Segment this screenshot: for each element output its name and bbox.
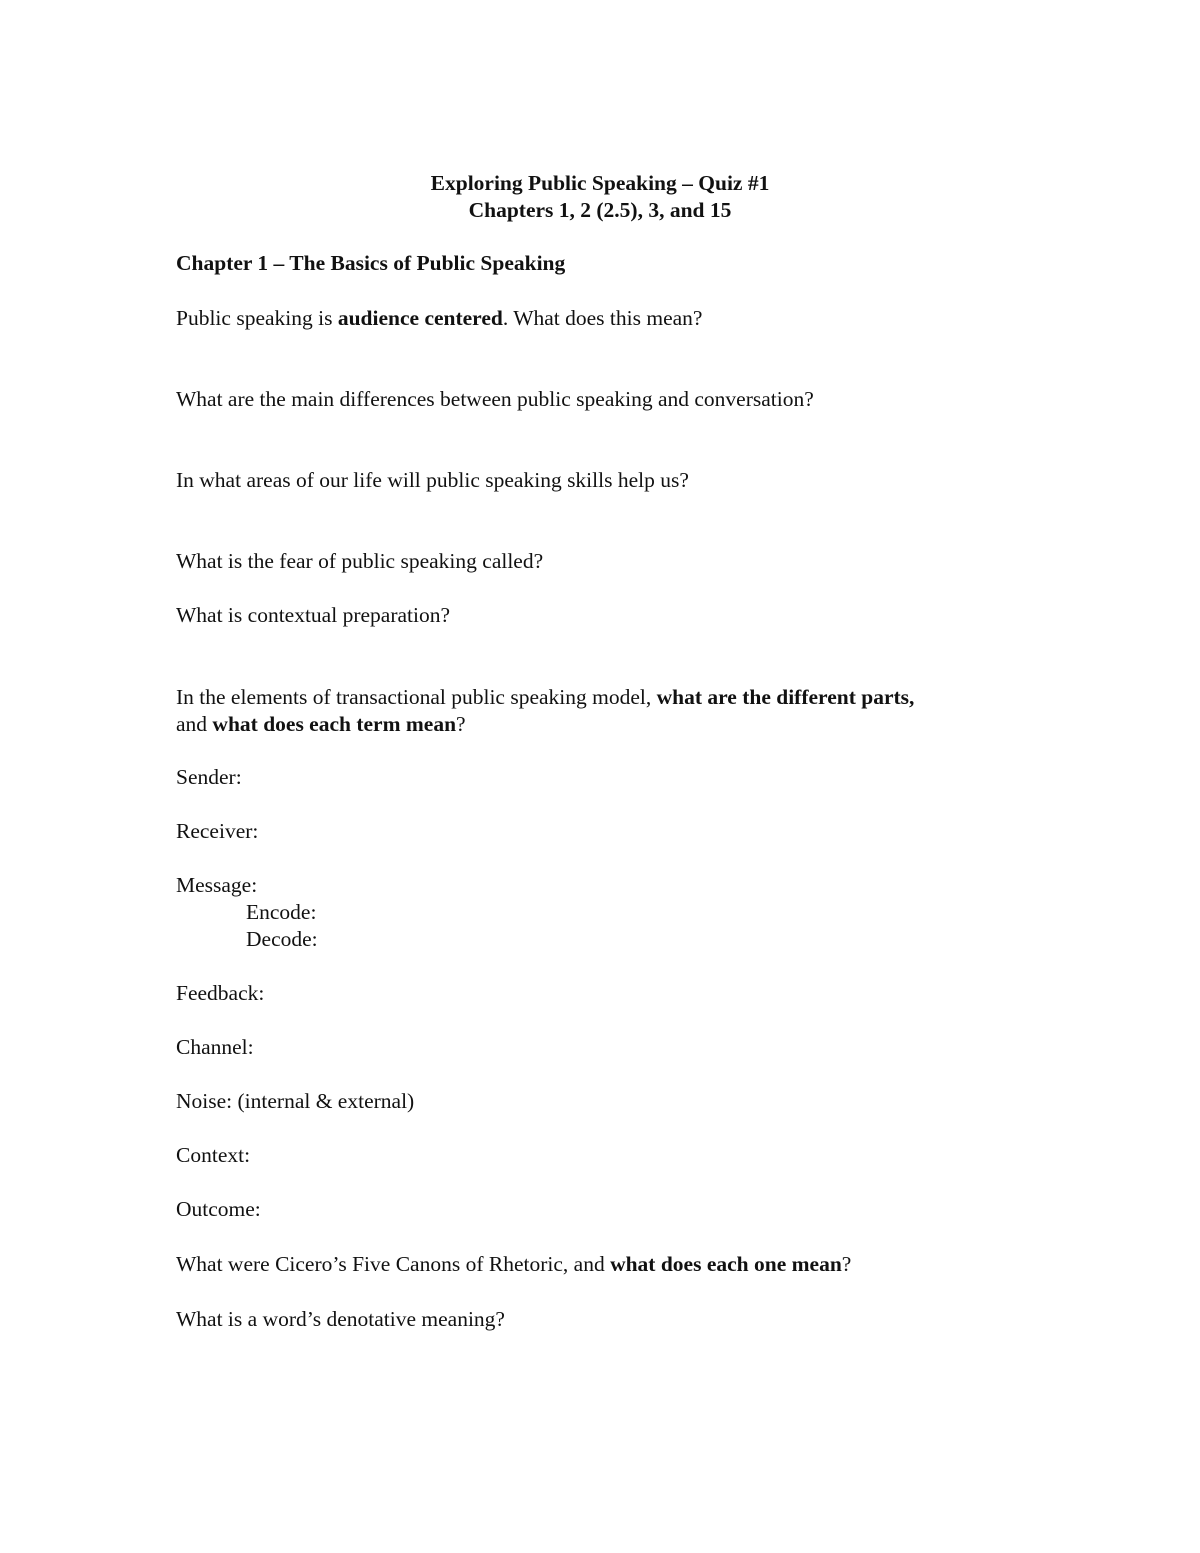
term-decode: Decode:	[246, 927, 318, 951]
question-bold-term: what does each term mean	[212, 712, 457, 736]
term-message: Message:	[176, 873, 258, 897]
question-text: . What does this mean?	[502, 306, 703, 330]
term-context: Context:	[176, 1143, 251, 1167]
document-subtitle: Chapters 1, 2 (2.5), 3, and 15	[468, 198, 732, 222]
question-bold-term: audience centered	[337, 306, 503, 330]
term-receiver: Receiver:	[176, 819, 259, 843]
question-differences: What are the main differences between public speaking and conversation?	[176, 387, 814, 411]
question-denotative-meaning: What is a word’s denotative meaning?	[176, 1307, 505, 1331]
question-transactional-model	[176, 684, 914, 711]
question-text: What were Cicero’s Five Canons of Rhetoric, and	[176, 1252, 611, 1276]
question-life-areas: In what areas of our life will public speaking skills help us?	[176, 468, 689, 492]
question-text: Public speaking is	[176, 306, 338, 330]
term-feedback: Feedback:	[176, 981, 265, 1005]
question-text: In the elements of transactional public speaking model,	[176, 685, 657, 709]
term-encode: Encode:	[246, 900, 317, 924]
term-channel: Channel:	[176, 1035, 254, 1059]
term-outcome: Outcome:	[176, 1197, 261, 1221]
term-noise: Noise: (internal & external)	[176, 1089, 415, 1113]
question-contextual-preparation: What is contextual preparation?	[176, 603, 451, 627]
chapter-heading: Chapter 1 – The Basics of Public Speaking	[176, 251, 566, 275]
question-bold-term: what are the different parts,	[656, 685, 915, 709]
question-transactional-model-cont	[176, 711, 466, 738]
question-text: and	[176, 712, 213, 736]
question-text: ?	[456, 712, 466, 736]
term-sender: Sender:	[176, 765, 242, 789]
question-cicero-canons	[176, 1251, 851, 1278]
question-audience-centered	[176, 305, 702, 332]
question-text: ?	[841, 1252, 852, 1276]
question-fear: What is the fear of public speaking called?	[176, 549, 544, 573]
question-bold-term: what does each one mean	[610, 1252, 842, 1276]
document-title: Exploring Public Speaking – Quiz #1	[430, 171, 770, 195]
